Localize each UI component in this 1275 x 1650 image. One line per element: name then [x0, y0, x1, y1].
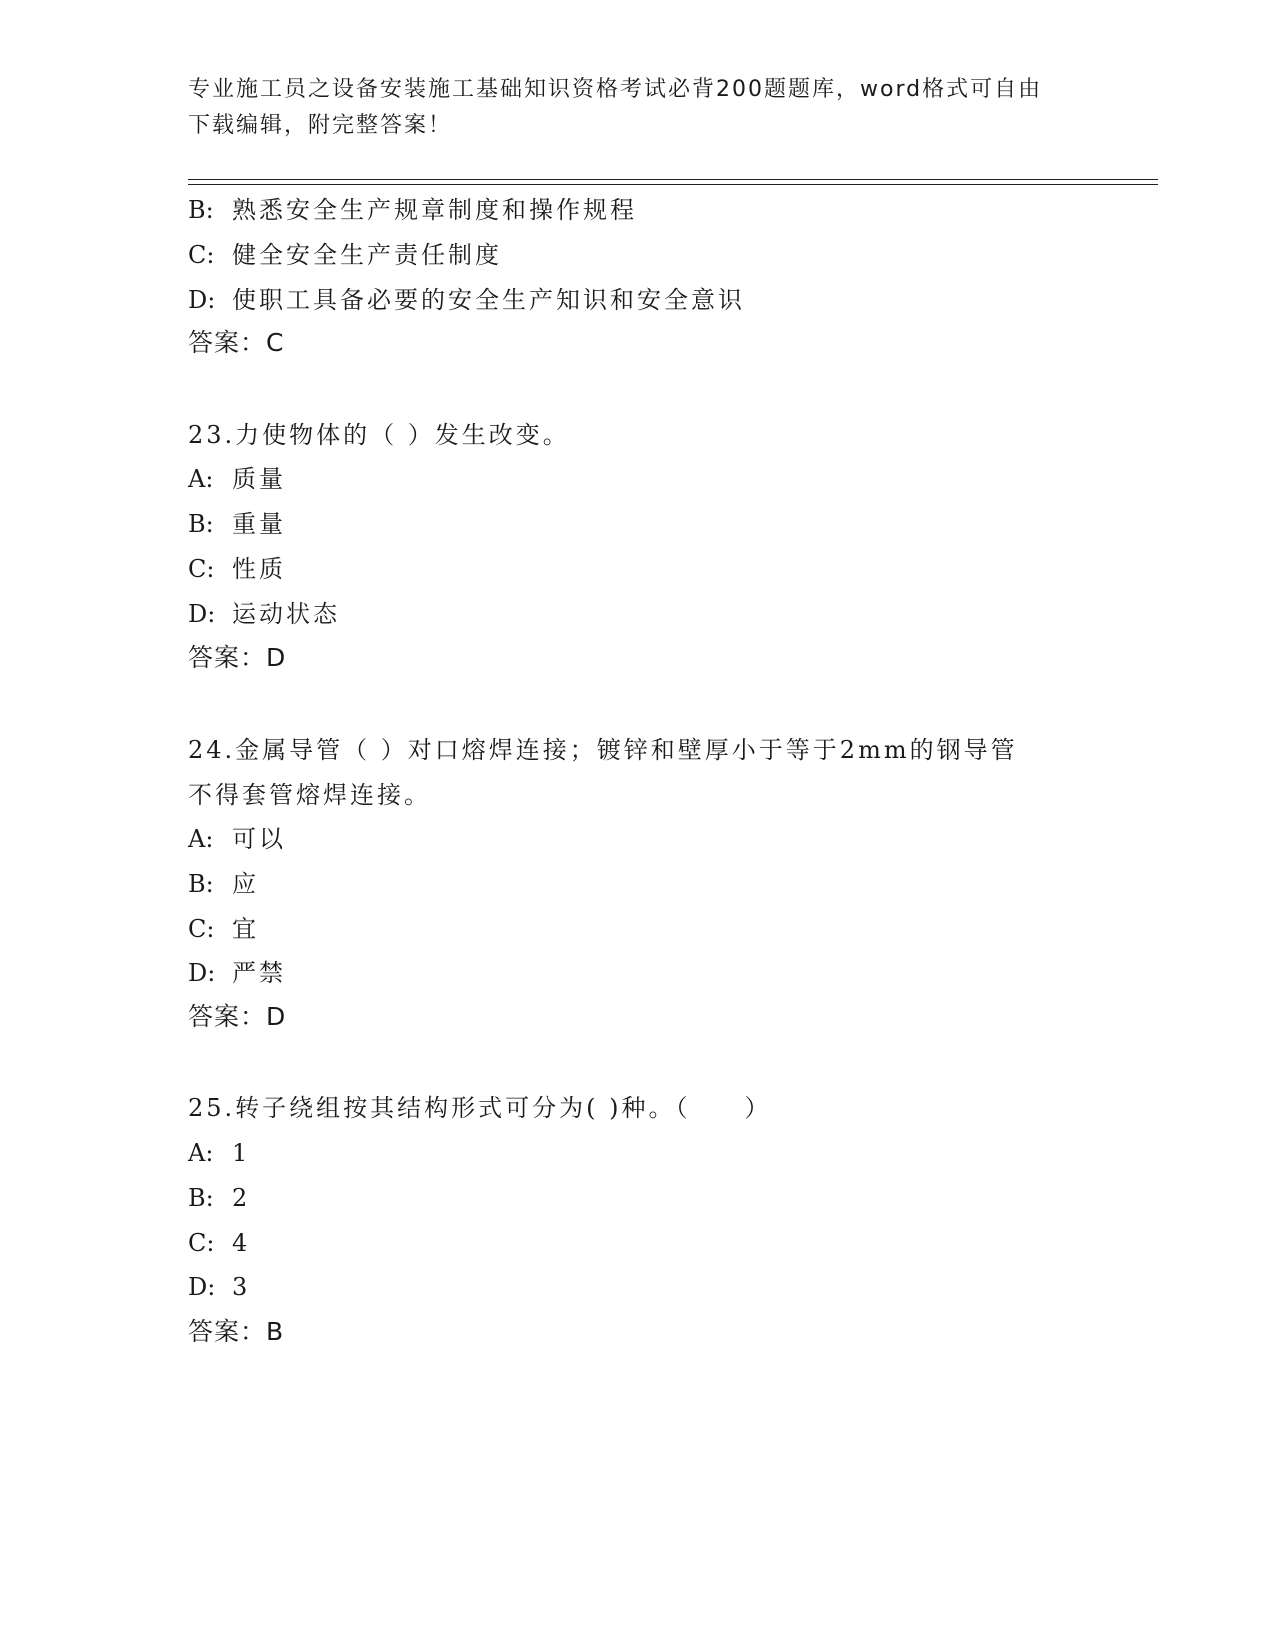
option-label: B: [188, 196, 214, 224]
q25-option-d [188, 1272, 250, 1302]
q25-answer: 答案：B [188, 1317, 285, 1346]
q23-option-c [188, 554, 286, 584]
q22-answer: 答案：C [188, 328, 285, 357]
q24-option-a [188, 824, 286, 854]
document-header [188, 72, 1088, 144]
option-label: C: [188, 241, 215, 269]
q25-option-b [188, 1183, 250, 1213]
q23-question: 23.力使物体的（ ）发生改变。 [188, 421, 570, 449]
option-label: C: [188, 915, 215, 943]
q24-question-line-1: 24.金属导管（ ）对口熔焊连接；镀锌和壁厚小于等于2mm的钢导管 [188, 736, 1018, 764]
q24-option-c [188, 914, 259, 944]
option-text: 应 [232, 870, 259, 898]
option-text: 严禁 [232, 959, 286, 987]
option-label: A: [188, 1139, 214, 1167]
q25-option-c [188, 1228, 250, 1258]
option-label: D: [188, 1273, 216, 1301]
option-text: 1 [232, 1139, 251, 1167]
q25-question: 25.转子绕组按其结构形式可分为( )种。（ ） [188, 1094, 772, 1122]
option-label: B: [188, 510, 214, 538]
option-text: 使职工具备必要的安全生产知识和安全意识 [232, 286, 745, 314]
option-label: D: [188, 959, 216, 987]
q23-option-b [188, 509, 286, 539]
header-line-1: 专业施工员之设备安装施工基础知识资格考试必背200题题库，word格式可自由 [188, 77, 1043, 102]
q24-question-line-2: 不得套管熔焊连接。 [188, 781, 431, 809]
option-text: 宜 [232, 915, 259, 943]
option-text: 可以 [232, 825, 286, 853]
header-divider-bottom [188, 184, 1158, 185]
q23-option-d [188, 599, 340, 629]
option-text: 重量 [232, 510, 286, 538]
q22-option-c [188, 240, 502, 270]
option-label: A: [188, 825, 214, 853]
option-text: 健全安全生产责任制度 [232, 241, 502, 269]
option-label: D: [188, 600, 216, 628]
q22-option-d [188, 285, 745, 315]
option-text: 性质 [232, 555, 286, 583]
option-text: 质量 [232, 465, 286, 493]
option-label: B: [188, 870, 214, 898]
option-label: C: [188, 1229, 215, 1257]
option-text: 运动状态 [232, 600, 340, 628]
option-text: 4 [232, 1229, 251, 1257]
q22-option-b [188, 195, 637, 225]
q23-answer: 答案：D [188, 643, 287, 672]
q24-option-b [188, 869, 259, 899]
header-divider-top [188, 179, 1158, 180]
option-label: C: [188, 555, 215, 583]
q24-answer: 答案：D [188, 1002, 287, 1031]
header-line-2: 下载编辑，附完整答案！ [188, 113, 453, 138]
option-label: D: [188, 286, 216, 314]
option-text: 3 [232, 1273, 251, 1301]
q23-option-a [188, 464, 286, 494]
q25-option-a [188, 1138, 250, 1168]
option-text: 熟悉安全生产规章制度和操作规程 [232, 196, 637, 224]
option-text: 2 [232, 1184, 251, 1212]
option-label: B: [188, 1184, 214, 1212]
q24-option-d [188, 958, 286, 988]
option-label: A: [188, 465, 214, 493]
